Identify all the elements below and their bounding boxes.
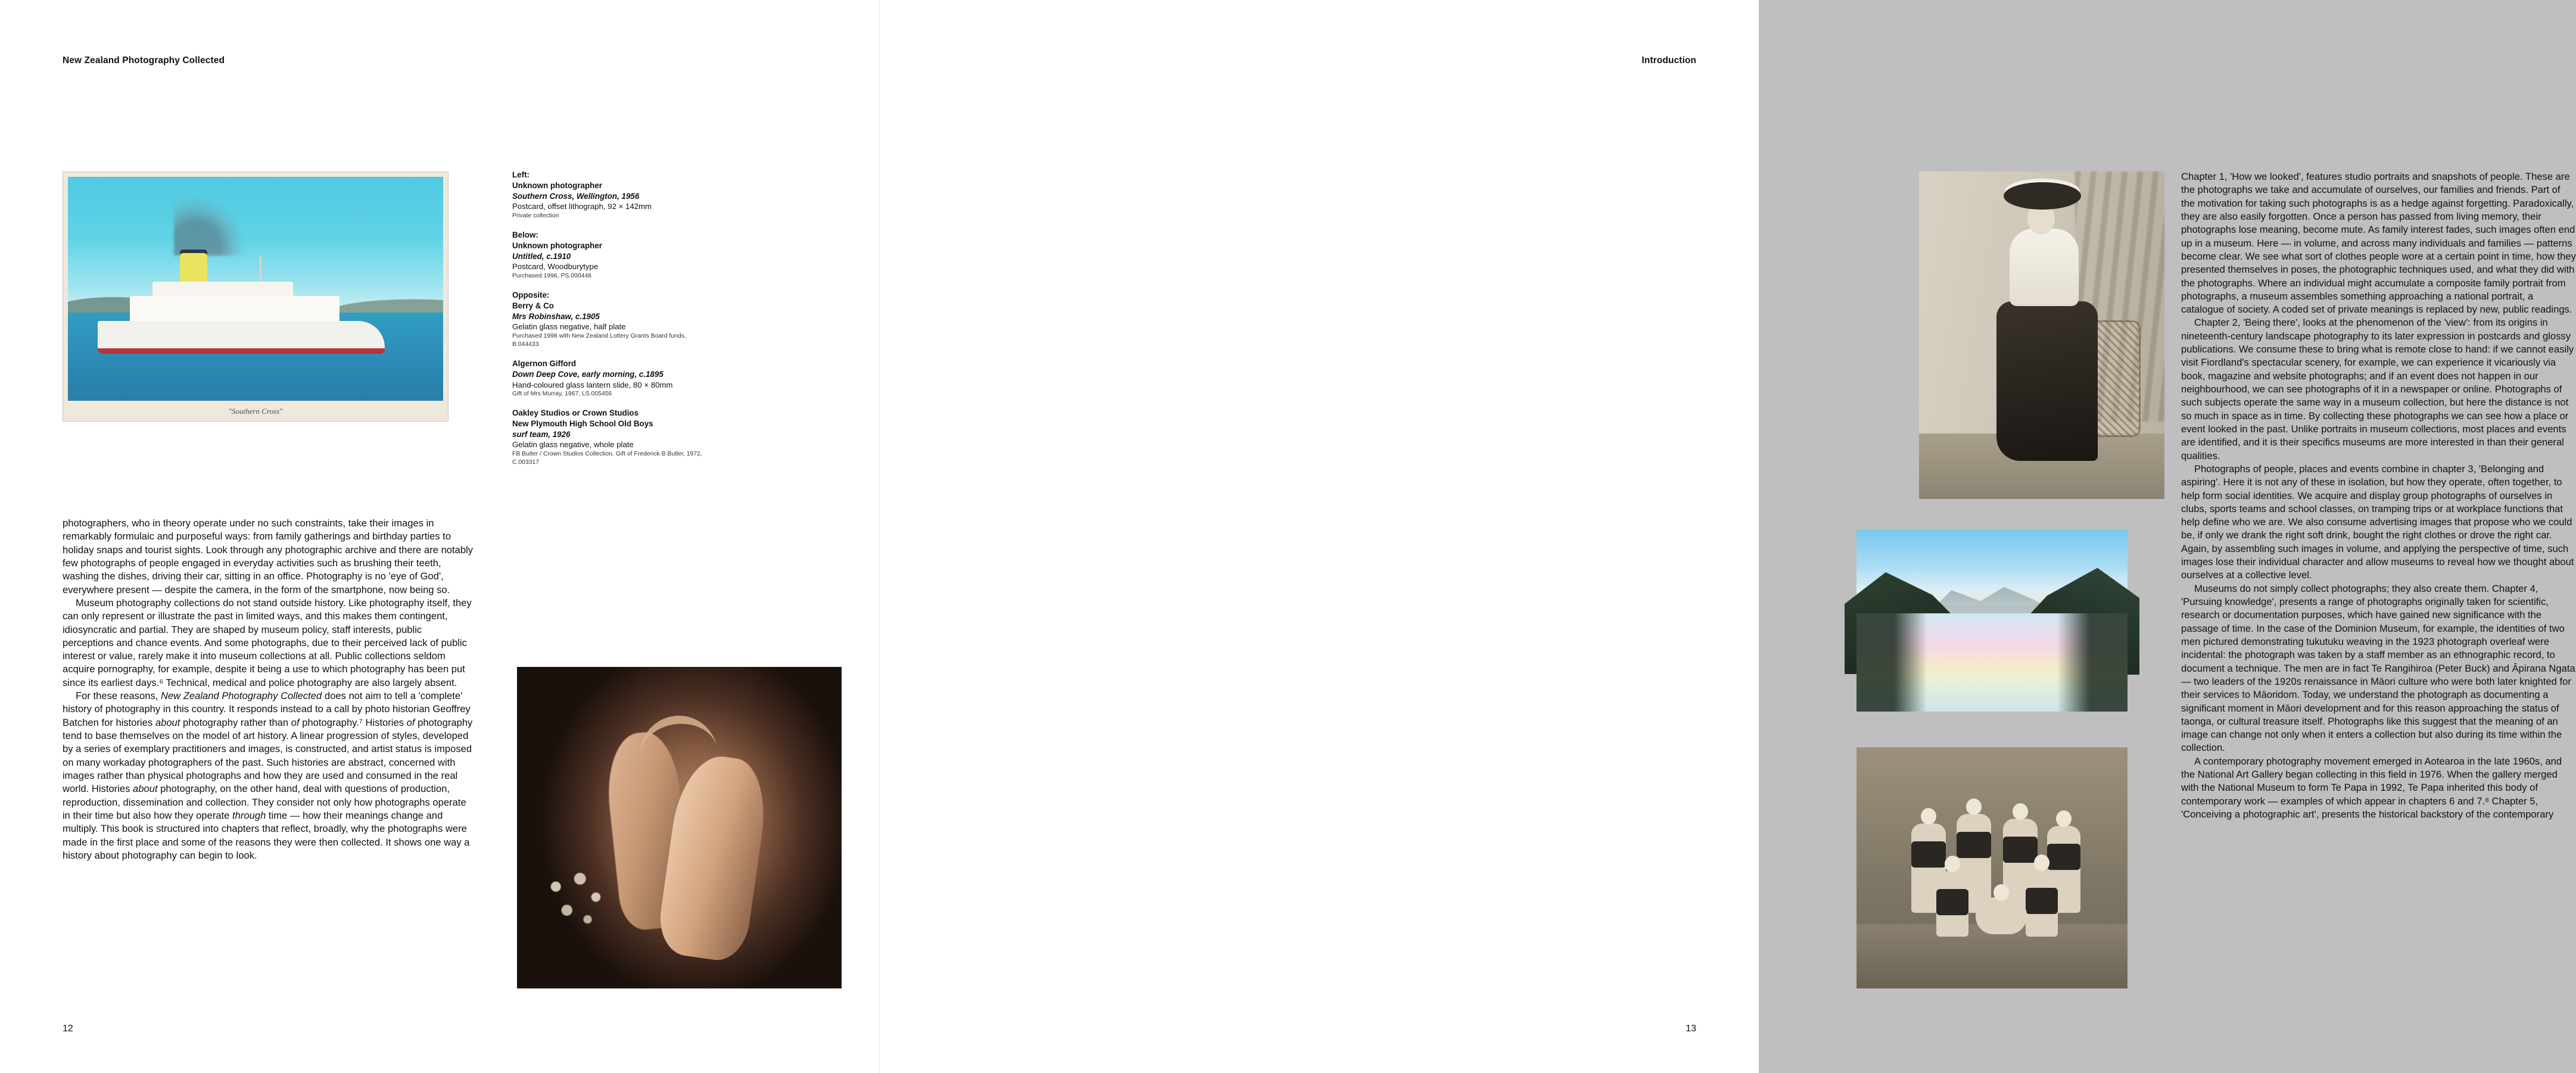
page-number-right: 13 xyxy=(1686,1024,1696,1034)
portrait-blouse xyxy=(2010,229,2079,306)
figure-surf-team-photograph xyxy=(1857,747,2128,988)
caption-maker: Oakley Studios or Crown Studios xyxy=(512,408,639,417)
running-head-right: Introduction xyxy=(1641,55,1696,65)
caption-maker: Berry & Co xyxy=(512,301,554,310)
surf-team-member xyxy=(1936,871,1968,937)
paragraph: photographers, who in theory operate under no such constraints, take their images in remarkably formulaic and purposeful ways: from family gatherings and birthday parties to holiday snaps and tourist sights. Look through any photographic archive and there are notably few photographs of people engaged in everyday activities such as brushing their teeth, washing the dishes, driving their car, sitting in an office. Photography is no 'eye of God', everywhere present — despite the camera, in the form of the smartphone, now being so. xyxy=(63,517,474,595)
paragraph: A contemporary photography movement emerged in Aotearoa in the late 1960s, and the National Art Gallery began collecting in this field in 1976. When the gallery merged with the National Museum to form Te Papa in 1992, Te Papa inherited this body of contemporary work — examples of which appear in chapters 6 and 7.⁸ Chapter 5, 'Conceiving a photographic art', presents the historical backstory of the contemporary xyxy=(2181,755,2562,820)
caption-entry xyxy=(512,408,709,467)
running-head-left: New Zealand Photography Collected xyxy=(63,55,225,65)
postcard-hull-stripe xyxy=(98,348,385,354)
fiord-water-reflections xyxy=(1857,613,2128,712)
figure-mrs-robinshaw-portrait xyxy=(1919,171,2164,499)
figure-southern-cross-postcard xyxy=(63,171,448,422)
caption-maker: Unknown photographer xyxy=(512,241,603,250)
caption-detail: Postcard, Woodburytype xyxy=(512,262,599,272)
figure-down-deep-cove-lantern-slide xyxy=(1857,530,2128,712)
caption-entry xyxy=(512,358,709,398)
caption-entry xyxy=(512,290,709,349)
caption-title: surf team, 1926 xyxy=(512,429,571,439)
caption-position: Below: xyxy=(512,230,538,239)
caption-detail: Postcard, offset lithograph, 92 × 142mm xyxy=(512,202,652,211)
emphasis: about xyxy=(155,716,180,728)
caption-entry xyxy=(512,230,709,280)
caption-maker: Unknown photographer xyxy=(512,180,603,190)
caption-credit: Gift of Mrs Murray, 1967, LS.005456 xyxy=(512,391,612,398)
text-run: does not aim to tell a 'complete' history of photography in this country. It responds instead to a call by photo historian Geoffrey Batchen for histories xyxy=(63,690,471,728)
paragraph: Chapter 2, 'Being there', looks at the phenomenon of the 'view': from its origins in nineteenth-century landscape photography to its later expression in postcards and glossy publications. We consume these to bring what is remote close to hand: if we cannot easily visit Fiordland's spectacular scenery, for example, we can experience it vicariously via book, magazine and website photographs; and if an event does not happen in our neighbourhood, we can see photographs of it in a newspaper or online. Photographs of such subjects operate the same way in a museum collection, but here the distance is not so much in space as in time. By collecting these photographs we can see how a place or event looked in the past. Unlike portraits in museum collections, most places and events are identified, and it is their specifics museums are more interested in than their general qualities. xyxy=(2181,317,2574,461)
body-column-right xyxy=(2181,170,2576,821)
caption-title-roman xyxy=(512,419,709,429)
emphasis: through xyxy=(232,809,266,821)
emphasis: of xyxy=(291,716,300,728)
postcard-mast xyxy=(260,255,261,285)
book-title-italic: New Zealand Photography Collected xyxy=(160,690,322,702)
portrait-skirt xyxy=(1996,301,2098,461)
caption-detail: Gelatin glass negative, half plate xyxy=(512,322,626,332)
postcard-printed-caption: "Southern Cross" xyxy=(228,407,283,416)
body-column-left xyxy=(63,517,474,862)
page-number-left: 12 xyxy=(63,1024,73,1034)
postcard-smoke xyxy=(174,196,245,255)
caption-entry xyxy=(512,170,709,220)
caption-credit: Purchased 1996, PS.000448 xyxy=(512,273,591,279)
postcard-hull xyxy=(98,321,385,352)
caption-title: Mrs Robinshaw, c.1905 xyxy=(512,311,600,321)
paragraph-final xyxy=(63,690,474,862)
caption-block xyxy=(512,170,709,476)
caption-title: Down Deep Cove, early morning, c.1895 xyxy=(512,369,664,379)
caption-title-roman-text: New Plymouth High School Old Boys xyxy=(512,419,653,428)
surf-team-member xyxy=(2026,870,2058,937)
caption-credit: Private collection xyxy=(512,213,559,220)
caption-title: Untitled, c.1910 xyxy=(512,251,571,261)
caption-credit: Purchased 1998 with New Zealand Lottery Grants Board funds, B.044433 xyxy=(512,332,686,348)
paragraph: Museum photography collections do not stand outside history. Like photography itself, they can only represent or illustrate the past in limited ways, and this makes them contingent, idiosyncratic and partial. They are shaped by museum policy, staff interests, public perceptions and chance events. And some photographs, due to their perceived lack of public interest or value, rarely make it into museum collections at all. Public collections seldom acquire pornography, for example, despite it being a use to which photography has been put since its earliest days.⁶ Technical, medical and police photography are also largely absent. xyxy=(63,597,472,688)
paragraph: Chapter 1, 'How we looked', features studio portraits and snapshots of people. These are the photographs we take and accumulate of ourselves, our families and friends. Part of the motivation for taking such photographs is as a hedge against forgetting. Paradoxically, they are also easily forgotten. Once a person has passed from living memory, their photographs lose meaning, become mute. As family interest fades, such images often end up in a museum. Here — in volume, and across many individuals and families — patterns become clear. We see what sort of clothes people wore at a certain point in time, how they presented themselves in poses, the photographic techniques used, and what they did with the photographs. Where an individual might accumulate a composite family portrait from photographs, a museum assembles something approaching a national portrait, a catalogue of society. A coded set of private meanings is replaced by new, public readings. xyxy=(2181,171,2576,316)
caption-position: Opposite: xyxy=(512,290,550,300)
caption-detail: Hand-coloured glass lantern slide, 80 × 80mm xyxy=(512,380,673,389)
figure-untitled-c1910-nudes xyxy=(517,667,842,988)
text-run: photography tend to base themselves on the model of art history. A linear progression of styles, developed by a series of exemplary practitioners and images, is constructed, and artist status is imposed on many workaday photographers of the past. Such histories are abstract, concerned with images rather than physical photographs and how they are used and consumed in the real world. Histories xyxy=(63,716,473,795)
emphasis: of xyxy=(406,716,415,728)
text-run: photography.⁷ Histories xyxy=(299,716,407,728)
text-run: photography, on the other hand, deal with questions of production, reproduction, dissemination and collection. They consider not only how photographs operate in their time but also how they operate xyxy=(63,783,466,821)
paragraph: Museums do not simply collect photographs; they also create them. Chapter 4, 'Pursuing knowledge', presents a range of photographs originally taken for scientific, research or documentation purposes, which have gained new significance with the passage of time. In the case of the Dominion Museum, for example, the identities of two men pictured demonstrating tukutuku weaving in the 1923 photograph overleaf were incidental: the photograph was taken by a staff member as an ethnographic record, to document a technique. The men are in fact Te Rangihiroa (Peter Buck) and Āpirana Ngata — two leaders of the 1920s renaissance in Māori culture who were both later knighted for their services to Māoridom. Today, we understand the photograph as documenting a significant moment in Māori development and for this reason approaching the status of taonga, or cultural treasure itself. Photographs like this suggest that the meaning of an image can change not only when it enters a collection but also during its time within the collection. xyxy=(2181,582,2575,754)
text-run: time — how their meanings change and multiply. This book is structured into chapters that reflect, broadly, why the photographs were made in the first place and some of the reasons they were then collected. It shows one way a history about photography can begin to look. xyxy=(63,809,470,861)
paragraph: Photographs of people, places and events combine in chapter 3, 'Belonging and aspiring'. Here it is not any of these in isolation, but how they operate, often together, to help form social identities. We acquire and display group photographs of ourselves in clubs, sports teams and school classes, on tramping trips or at workplace functions that help define who we are. We also consume advertising images that propose who we could be, if only we drank the right soft drink, bought the right clothes or drove the right car. Again, by assembling such images in volume, and applying the perspective of time, such images lose their individual character and allow museums to reveal how we thought about ourselves at a collective level. xyxy=(2181,463,2574,581)
portrait-hat xyxy=(2004,182,2081,210)
caption-maker: Algernon Gifford xyxy=(512,358,577,368)
page-right xyxy=(880,0,2576,1073)
postcard-superstructure xyxy=(130,296,339,323)
page-left xyxy=(0,0,879,1073)
caption-title: Southern Cross, Wellington, 1956 xyxy=(512,191,640,201)
caption-credit: FB Butler / Crown Studios Collection. Gift of Frederick B Butler, 1972, C.003317 xyxy=(512,451,702,466)
caption-detail: Gelatin glass negative, whole plate xyxy=(512,440,634,450)
text-run: For these reasons, xyxy=(76,690,161,702)
emphasis: about xyxy=(133,783,158,795)
caption-position: Left: xyxy=(512,170,530,179)
nudes-flowers xyxy=(542,867,611,932)
text-run: photography rather than xyxy=(180,716,291,728)
surf-team-member-seated xyxy=(1976,897,2027,934)
